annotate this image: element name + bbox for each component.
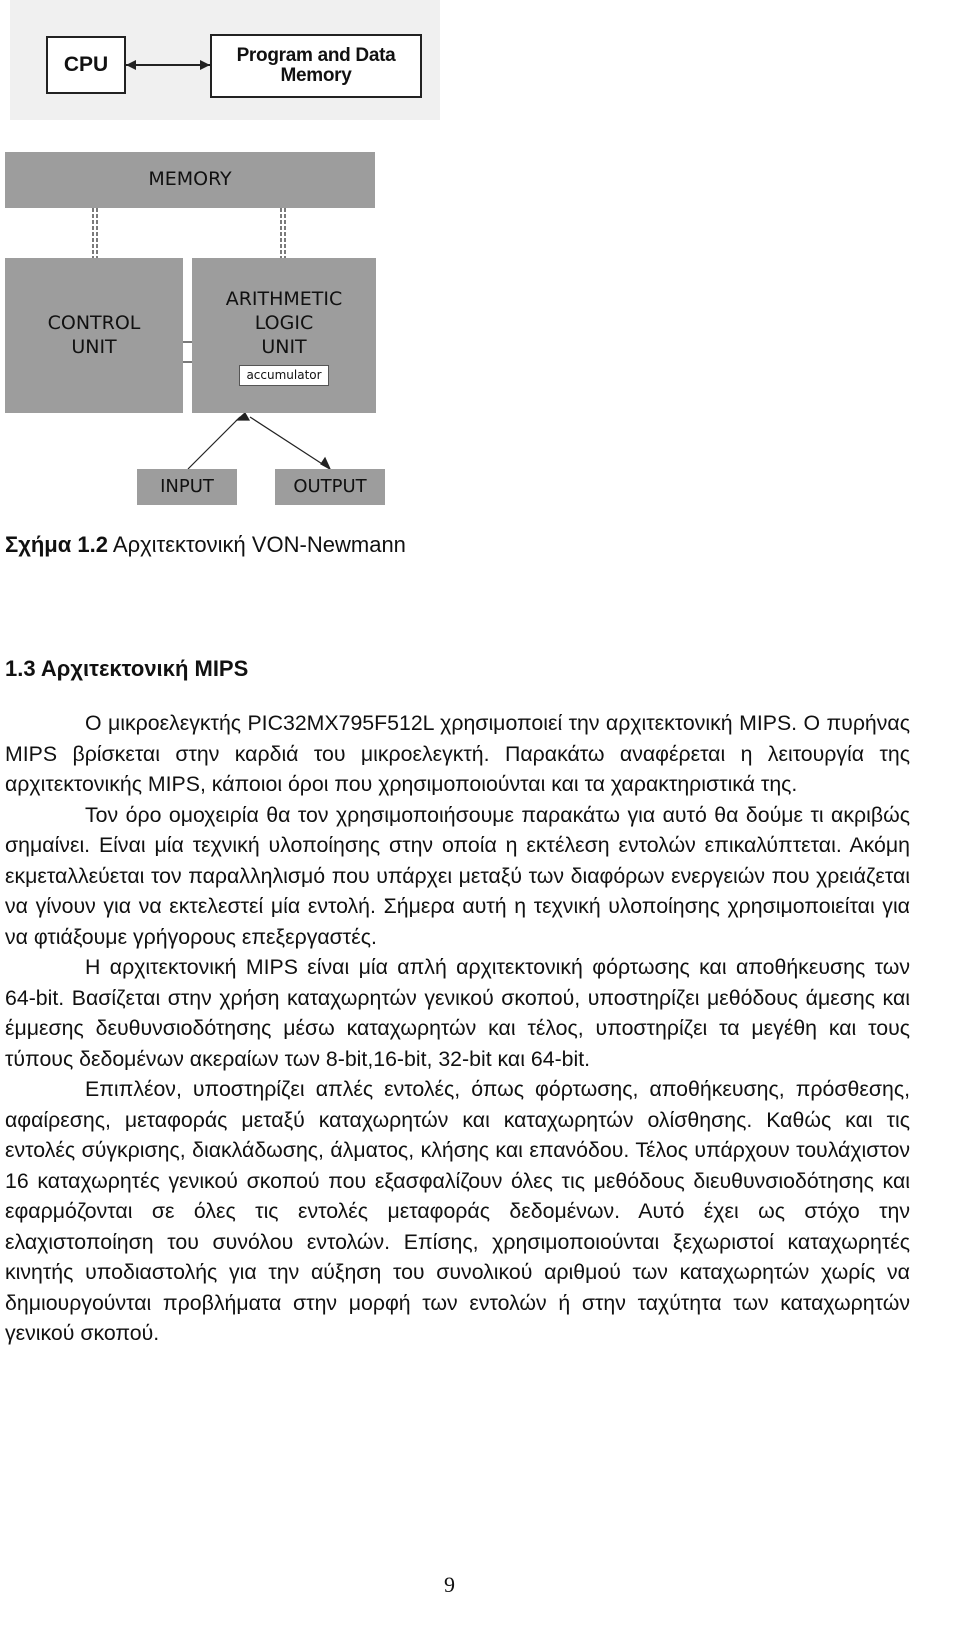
cpu-box xyxy=(46,36,126,94)
paragraph: Τον όρο ομοχειρία θα τον χρησιμοποιήσουμε παρακάτω για αυτό θα δούμε τι ακριβώς σημαίνει. Είναι μία τεχνική υλοποίησης στην οποία η εκτέλεση εντολών επικαλύπτεται. Ακόμη εκμεταλλεύεται τον παραλληλισμό που υπάρχει μεταξύ των διαφόρων ενεργειών που χρειάζεται να γίνουν για να εκτελεστεί μία εντολή. Σήμερα αυτή η τεχνική υλοποίησης χρησιμοποιείται για να φτιάξουμε γρήγορους επεξεργαστές. xyxy=(5,802,910,949)
cpu-label: CPU xyxy=(63,52,109,76)
input-label: INPUT xyxy=(160,475,214,497)
caption-label: Σχήμα 1.2 xyxy=(5,532,108,557)
control-unit-box xyxy=(5,258,183,413)
memory-box xyxy=(5,152,375,208)
accumulator-box: accumulator xyxy=(239,365,328,386)
memory-label: MEMORY xyxy=(148,168,232,191)
output-label: OUTPUT xyxy=(293,475,367,497)
cpu-memory-diagram xyxy=(10,0,440,120)
alu-label-line1: ARITHMETIC xyxy=(225,288,343,310)
alu-box xyxy=(192,258,376,413)
page-number: 9 xyxy=(444,1572,455,1597)
paragraph: Η αρχιτεκτονική MIPS είναι μία απλή αρχιτεκτονική φόρτωσης και αποθήκευσης των 64-bit. Βασίζεται στην χρήση καταχωρητών γενικού σκοπού, υποστηρίζει μεθόδους άμεσης και έμμεσης δευθυνσιοδότησης μέσω καταχωρητών και τέλος, υποστηρίζει τα μεγέθη και τους τύπους δεδομένων ακεραίων των 8-bit,16-bit, 32-bit και 64-bit. xyxy=(5,955,910,1071)
input-box xyxy=(137,469,237,505)
von-neumann-diagram xyxy=(5,152,405,532)
paragraph: Επιπλέον, υποστηρίζει απλές εντολές, όπως φόρτωσης, αποθήκευσης, πρόσθεσης, αφαίρεσης, μεταφοράς μεταξύ καταχωρητών και καταχωρητών ολίσθησης. Καθώς και τις εντολές σύγκρισης, διακλάδωσης, άλματος, κλήσης και επανόδου. Τέλος υπάρχουν τουλάχιστον 16 καταχωρητές γενικού σκοπού που εξασφαλίζουν όλες τις μεθόδους διευθυνσιοδότησης και εφαρμόζονται σε όλες τις εντολές μεταφοράς δεδομένων. Αυτό έχει ως στόχο την ελαχιστοποίηση του συνόλου εντολών. Επίσης, χρησιμοποιούνται ξεχωριστοί καταχωρητές κινητής υποδιαστολής για την αύξηση του συνολικού αριθμού των καταχωρητών χωρίς να δημιουργούνται προβλήματα στην μορφή των εντολών ή στην ταχύτητα των καταχωρητών γενικού σκοπού. xyxy=(5,1077,910,1345)
body-text xyxy=(5,708,910,1349)
memory-label-line2: Memory xyxy=(280,65,352,86)
section-heading: 1.3 Αρχιτεκτονική MIPS xyxy=(5,656,249,681)
alu-label-line2: LOGIC xyxy=(254,311,314,334)
figure-caption xyxy=(5,532,406,558)
program-data-memory-box xyxy=(210,34,422,98)
paragraph: Ο μικροελεγκτής PIC32MX795F512L χρησιμοποιεί την αρχιτεκτονική MIPS. Ο πυρήνας MIPS βρίσκεται στην καρδιά του μικροελεγκτή. Παρακάτω αναφέρεται η λειτουργία της αρχιτεκτονικής MIPS, κάποιοι όροι που χρησιμοποιούνται και τα χαρακτηριστικά της. xyxy=(5,711,910,796)
memory-label-line1: Program and Data xyxy=(236,45,396,67)
output-box xyxy=(275,469,385,505)
alu-label-line3: UNIT xyxy=(261,335,307,358)
caption-text: Αρχιτεκτονική VON-Newmann xyxy=(108,532,406,557)
control-label-line2: UNIT xyxy=(71,335,117,358)
control-label-line1: CONTROL xyxy=(47,311,141,334)
